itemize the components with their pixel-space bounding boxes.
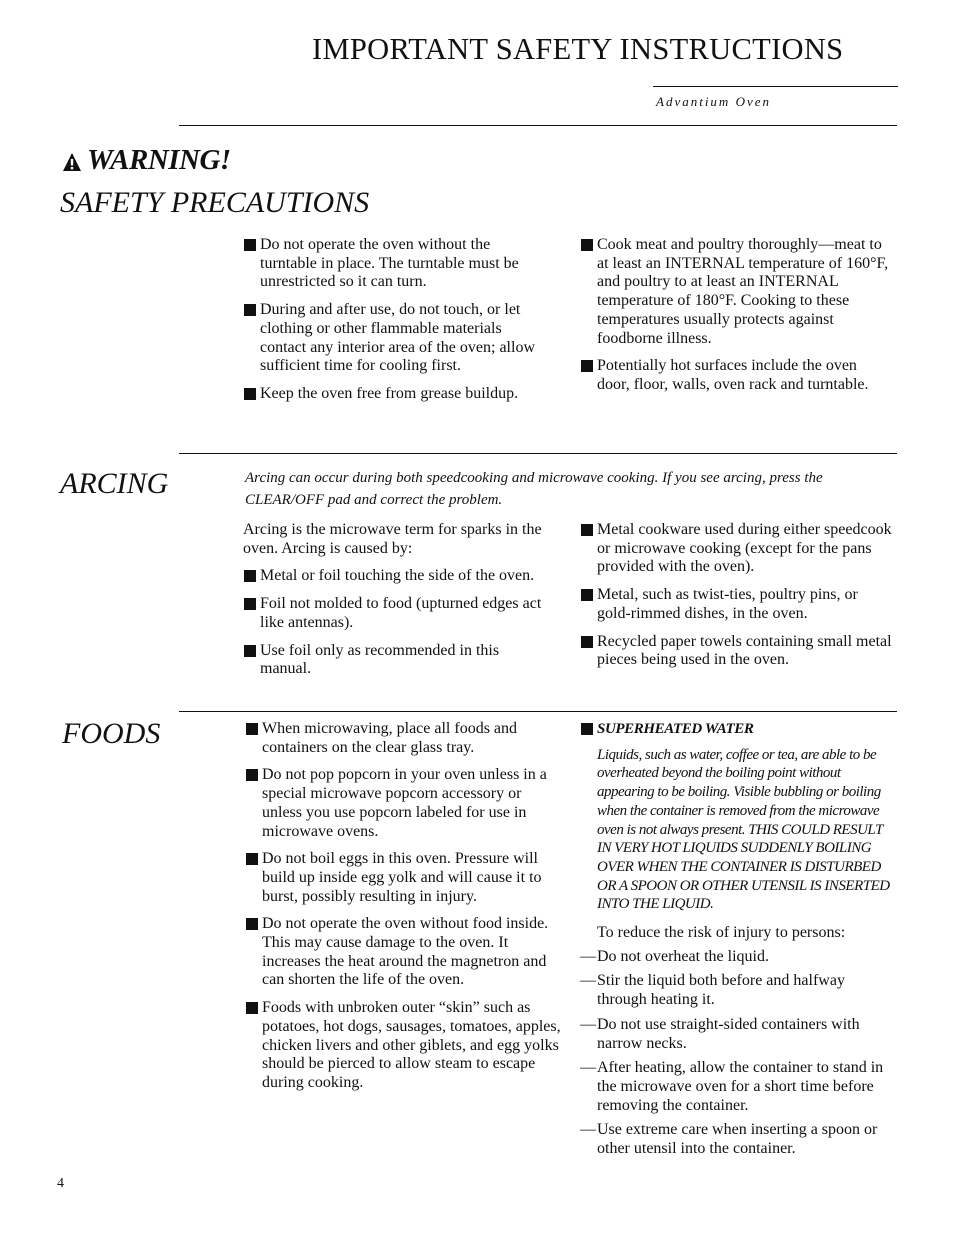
list-item: Keep the oven free from grease buildup. [243, 385, 548, 404]
list-item: Potentially hot surfaces include the oven door, floor, walls, oven rack and turntable. [580, 357, 890, 394]
warning-label: WARNING! [87, 144, 231, 176]
bullet-square-icon [581, 589, 593, 601]
bullet-square-icon [244, 598, 256, 610]
warning-triangle-icon [62, 152, 82, 172]
list-item: Metal cookware used during either speedcook or microwave cooking (except for the pans provided with the oven). [580, 521, 895, 577]
page-number: 4 [57, 1176, 64, 1191]
list-item: Foods with unbroken outer “skin” such as potatoes, hot dogs, sausages, tomatoes, apples, chicken livers and other giblets, and egg yolks should be pierced to allow steam to escape during cooking. [245, 999, 563, 1093]
page-title: IMPORTANT SAFETY INSTRUCTIONS [312, 32, 844, 66]
superheated-water-heading: SUPERHEATED WATER [580, 720, 898, 739]
bullet-square-icon [581, 723, 593, 735]
warning-heading [62, 144, 231, 177]
list-item: Use foil only as recommended in this manual. [243, 642, 548, 679]
foods-title: FOODS [62, 717, 161, 750]
arcing-left-column [243, 521, 548, 679]
list-item: Foil not molded to food (upturned edges act like antennas). [243, 595, 548, 632]
foods-left-column [245, 720, 563, 1093]
bullet-square-icon [244, 239, 256, 251]
safety-precautions-title: SAFETY PRECAUTIONS [60, 186, 370, 219]
header-rule-short [653, 86, 898, 87]
product-subtitle: Advantium Oven [656, 94, 772, 109]
list-item: Metal or foil touching the side of the oven. [243, 567, 548, 586]
bullet-square-icon [246, 853, 258, 865]
arcing-right-column [580, 521, 895, 670]
list-item: Recycled paper towels containing small metal pieces being used in the oven. [580, 633, 895, 670]
section-divider-foods [179, 711, 897, 712]
list-item: — Use extreme care when inserting a spoon or other utensil into the container. [580, 1121, 878, 1158]
risk-reduction-lead: To reduce the risk of injury to persons: [597, 924, 846, 942]
foods-right-column [580, 720, 898, 1165]
list-item: Metal, such as twist-ties, poultry pins, or gold-rimmed dishes, in the oven. [580, 586, 895, 623]
bullet-square-icon [246, 1002, 258, 1014]
dash-mark: — [580, 972, 596, 990]
arcing-title: ARCING [60, 467, 169, 500]
list-item: During and after use, do not touch, or let clothing or other flammable materials contact any interior area of the oven; allow sufficient time for cooling first. [243, 301, 548, 376]
list-item: — Do not use straight-sided containers with narrow necks. [580, 1015, 860, 1052]
bullet-square-icon [244, 570, 256, 582]
arcing-lead: Arcing is the microwave term for sparks in the oven. Arcing is caused by: [243, 521, 542, 557]
bullet-square-icon [246, 769, 258, 781]
bullet-square-icon [581, 239, 593, 251]
dash-mark: — [580, 1015, 596, 1033]
list-item: Do not operate the oven without food inside. This may cause damage to the oven. It increases the heat around the magnetron and can shorten the life of the oven. [245, 915, 563, 990]
bullet-square-icon [246, 723, 258, 735]
bullet-square-icon [244, 304, 256, 316]
bullet-square-icon [581, 360, 593, 372]
dash-mark: — [580, 947, 596, 965]
arcing-intro: Arcing can occur during both speedcooking and microwave cooking. If you see arcing, press the CLEAR/OFF pad and correct the problem. [245, 470, 823, 508]
bullet-square-icon [581, 524, 593, 536]
list-item: Do not pop popcorn in your oven unless in a special microwave popcorn accessory or unless you use popcorn labeled for use in microwave ovens. [245, 766, 563, 841]
list-item: Cook meat and poultry thoroughly—meat to at least an INTERNAL temperature of 160°F, and poultry to at least an INTERNAL temperature of 180°F. Cooking to these temperatures usually protects against foodborne illness. [580, 236, 890, 348]
list-item: When microwaving, place all foods and containers on the clear glass tray. [245, 720, 563, 757]
dash-mark: — [580, 1059, 596, 1077]
safety-left-column [243, 236, 548, 404]
dash-mark: — [580, 1121, 596, 1139]
safety-right-column [580, 236, 890, 395]
list-item: — Do not overheat the liquid. [580, 947, 769, 965]
bullet-square-icon [244, 645, 256, 657]
list-item: — Stir the liquid both before and halfway through heating it. [580, 972, 845, 1009]
list-item: Do not boil eggs in this oven. Pressure will build up inside egg yolk and will cause it to burst, possibly resulting in injury. [245, 850, 563, 906]
superheated-water-warning: Liquids, such as water, coffee or tea, are able to be overheated beyond the boiling point without appearing to be boiling. Visible bubbling or boiling when the container is removed from the microwave oven is not always present. THIS COULD RESULT IN VERY HOT LIQUIDS SUDDENLY BOILING OVER WHEN THE CONTAINER IS DISTURBED OR A SPOON OR OTHER UTENSIL IS INSERTED INTO THE LIQUID. [597, 746, 890, 913]
list-item: — After heating, allow the container to stand in the microwave oven for a short time before removing the container. [580, 1059, 884, 1114]
bullet-square-icon [246, 918, 258, 930]
bullet-square-icon [581, 636, 593, 648]
list-item: Do not operate the oven without the turntable in place. The turntable must be unrestricted so it can turn. [243, 236, 548, 292]
header-rule-long [179, 125, 897, 126]
bullet-square-icon [244, 388, 256, 400]
section-divider-arcing [179, 453, 897, 454]
